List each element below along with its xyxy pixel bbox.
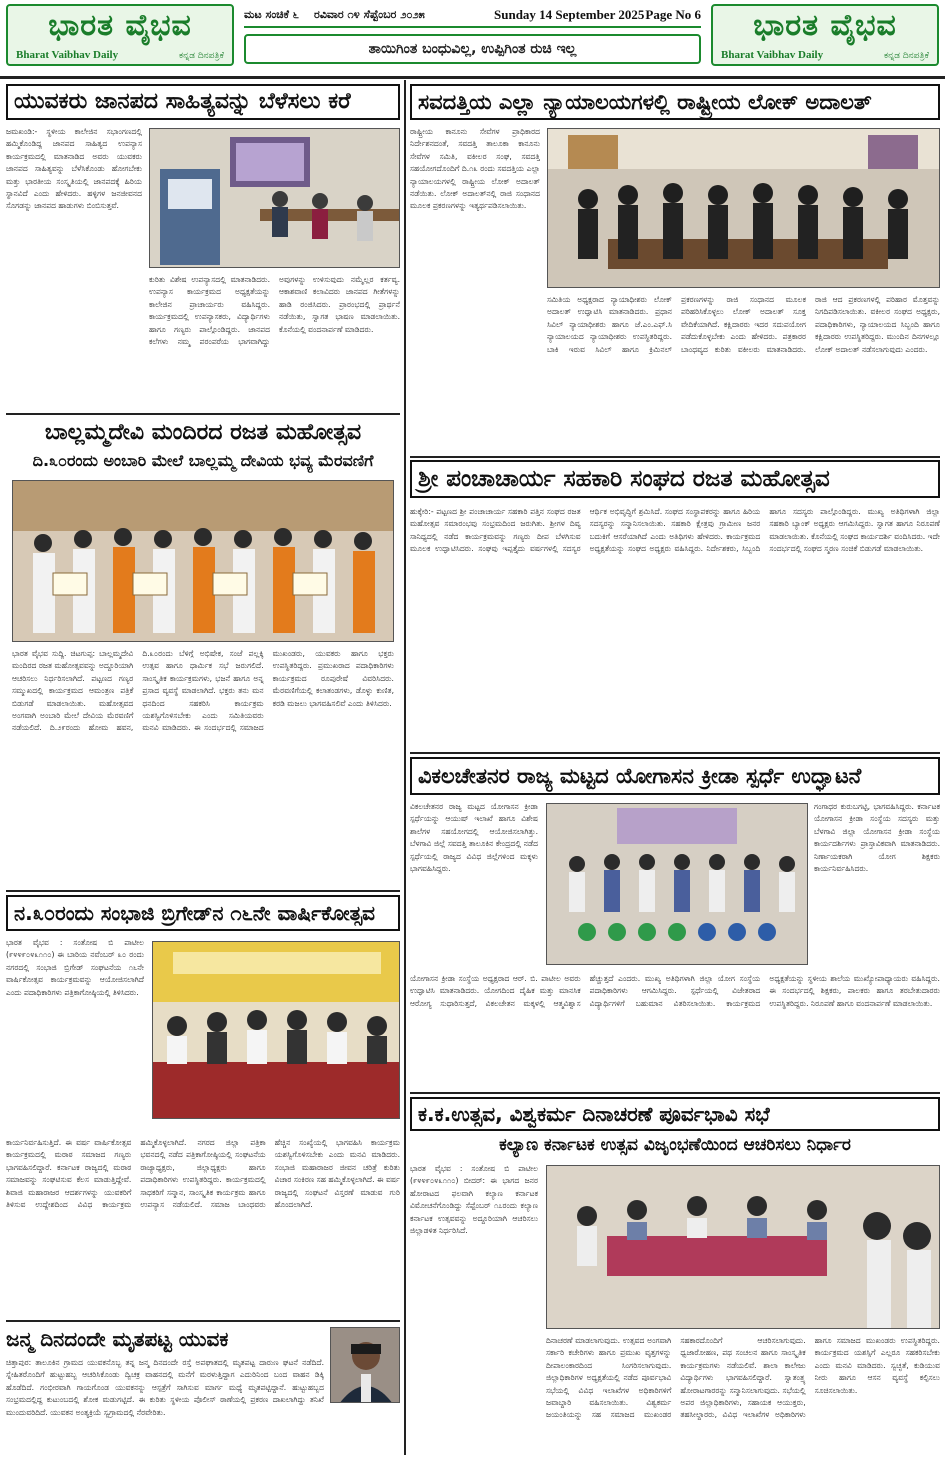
logo-kannada: ಭಾರತ ವೈಭವ [753, 8, 897, 43]
page-number: Page No 6 [645, 7, 701, 22]
story-headline: ಜನ್ಮ ದಿನದಂದೇ ಮೃತಪಟ್ಟ ಯುವಕ [6, 1327, 229, 1351]
column-divider [404, 80, 406, 1455]
story-body: ಸಮಿತಿಯ ಅಧ್ಯಕ್ಷರಾದ ನ್ಯಾಯಾಧೀಶರು ಲೋಕ್ ಅದಾಲತ್ ಉದ್ಘಾಟಿಸಿ ಮಾತನಾಡಿದರು. ಪ್ರಧಾನ ಸಿವಿಲ್ ನ್ಯಾಯಾಧೀಶರು ಹಾಗೂ ಜೆ.ಎಂ.ಎಫ್.ಸಿ ನ್ಯಾಯಾಲಯದ ನ್ಯಾಯಾಧೀಶರು ಉಪಸ್ಥಿತರಿದ್ದರು. ಬಾಕಿ ಇರುವ ಸಿವಿಲ್ ಹಾಗೂ ಕ್ರಿಮಿನಲ್ ಪ್ರಕರಣಗಳನ್ನು ರಾಜಿ ಸಂಧಾನದ ಮೂಲಕ ಪರಿಹರಿಸಿಕೊಳ್ಳಲು ಲೋಕ್ ಅದಾಲತ್ ಸೂಕ್ತ ವೇದಿಕೆಯಾಗಿದೆ. ಕಕ್ಷಿದಾರರು ಇದರ ಸದುಪಯೋಗ ಪಡೆದುಕೊಳ್ಳಬೇಕು ಎಂದು ಹೇಳಿದರು. ಪತ್ರಕಾರರ ಬಾಂಧವ್ಯದ ಕುರಿತು ವಕೀಲರು ಮಾತನಾಡಿದರು. ರಾಜಿ ಆದ ಪ್ರಕರಣಗಳಲ್ಲಿ ಪರಿಹಾರ ಮೊತ್ತವನ್ನು ನಿಗದಿಪಡಿಸಲಾಯಿತು. ವಕೀಲರ ಸಂಘದ ಅಧ್ಯಕ್ಷರು, ಪದಾಧಿಕಾರಿಗಳು, ನ್ಯಾಯಾಲಯದ ಸಿಬ್ಬಂದಿ ಹಾಗೂ ಕಕ್ಷಿದಾರರು ಉಪಸ್ಥಿತರಿದ್ದರು. ಮುಂದಿನ ದಿನಗಳಲ್ಲೂ ಲೋಕ್ ಅದಾಲತ್ ನಡೆಸಲಾಗುವುದು ಎಂದರು. [547, 295, 940, 354]
victim-portrait-photo [330, 1327, 400, 1403]
story-photo [546, 1165, 940, 1329]
date-english: Sunday 14 September 2025 [494, 7, 645, 22]
story-body: ಯೋಗಾಸನ ಕ್ರೀಡಾ ಸಂಸ್ಥೆಯ ಅಧ್ಯಕ್ಷರಾದ ಆರ್. ಬಿ. ಪಾಟೀಲ ಅವರು ಉದ್ಘಾಟಿಸಿ ಮಾತನಾಡಿದರು. ಯೋಗದಿಂದ ದೈಹಿಕ ಮತ್ತು ಮಾನಸಿಕ ಆರೋಗ್ಯ ಸುಧಾರಿಸುತ್ತದೆ, ವಿಕಲಚೇತನ ಮಕ್ಕಳಲ್ಲಿ ಆತ್ಮವಿಶ್ವಾಸ ಹೆಚ್ಚುತ್ತದೆ ಎಂದರು. ಮುಖ್ಯ ಅತಿಥಿಗಳಾಗಿ ಜಿಲ್ಲಾ ಯೋಗ ಸಂಸ್ಥೆಯ ಪದಾಧಿಕಾರಿಗಳು ಆಗಮಿಸಿದ್ದರು. ಸ್ಪರ್ಧೆಯಲ್ಲಿ ವಿಜೇತರಾದ ವಿದ್ಯಾರ್ಥಿಗಳಿಗೆ ಬಹುಮಾನ ವಿತರಿಸಲಾಯಿತು. ಕಾರ್ಯಕ್ರಮದ ಅಧ್ಯಕ್ಷತೆಯನ್ನು ಸ್ಥಳೀಯ ಶಾಲೆಯ ಮುಖ್ಯೋಪಾಧ್ಯಾಯರು ವಹಿಸಿದ್ದರು. ಈ ಸಂದರ್ಭದಲ್ಲಿ ಶಿಕ್ಷಕರು, ಪಾಲಕರು ಹಾಗೂ ತರಬೇತುದಾರರು ಉಪಸ್ಥಿತರಿದ್ದರು. ನಿರೂಪಣೆ ಹಾಗೂ ವಂದನಾರ್ಪಣೆ ಮಾಡಲಾಯಿತು. [410, 974, 940, 1008]
story-headline: ಸವದತ್ತಿಯ ಎಲ್ಲಾ ನ್ಯಾಯಾಲಯಗಳಲ್ಲಿ ರಾಷ್ಟ್ರೀಯ ಲೋಕ್ ಅದಾಲತ್ [410, 84, 940, 120]
story-headline: ಕ.ಕ.ಉತ್ಸವ, ವಿಶ್ವಕರ್ಮ ದಿನಾಚರಣೆ ಪೂರ್ವಭಾವಿ ಸಭೆ [410, 1097, 940, 1131]
story-body: ಭಾರತ ವೈಭವ ಸುದ್ದಿ. ಚಿಟಗುಪ್ಪ: ಬಾಲ್ಲಮ್ಮದೇವಿ ಮಂದಿರದ ರಜತ ಮಹೋತ್ಸವವನ್ನು ಅದ್ದೂರಿಯಾಗಿ ಆಚರಿಸಲು ನಿರ್ಧರಿಸಲಾಗಿದೆ. ಪಟ್ಟಣದ ಗಣ್ಯರ ಸಮ್ಮುಖದಲ್ಲಿ ಕಾರ್ಯಕ್ರಮದ ಆಮಂತ್ರಣ ಪತ್ರಿಕೆ ಬಿಡುಗಡೆ ಮಾಡಲಾಯಿತು. ಮಹೋತ್ಸವದ ಅಂಗವಾಗಿ ಅಂಬಾರಿ ಮೇಲೆ ದೇವಿಯ ಮೆರವಣಿಗೆ ನಡೆಯಲಿದೆ. ದಿ.೨೯ರಂದು ಹೋಮ ಹವನ, ದಿ.೩೦ರಂದು ಬೆಳಿಗ್ಗೆ ಅಭಿಷೇಕ, ಸಂಜೆ ಪಲ್ಲಕ್ಕಿ ಉತ್ಸವ ಹಾಗೂ ಧಾರ್ಮಿಕ ಸಭೆ ಜರುಗಲಿದೆ. ಸಾಂಸ್ಕೃತಿಕ ಕಾರ್ಯಕ್ರಮಗಳು, ಭಜನೆ ಹಾಗೂ ಅನ್ನ ಪ್ರಸಾದ ವ್ಯವಸ್ಥೆ ಮಾಡಲಾಗಿದೆ. ಭಕ್ತರು ತನು ಮನ ಧನದಿಂದ ಸಹಕರಿಸಿ ಕಾರ್ಯಕ್ರಮ ಯಶಸ್ವಿಗೊಳಿಸಬೇಕು ಎಂದು ಸಮಿತಿಯವರು ಮನವಿ ಮಾಡಿದರು. ಈ ಸಂದರ್ಭದಲ್ಲಿ ಸಮಾಜದ ಮುಖಂಡರು, ಯುವಕರು ಹಾಗೂ ಭಕ್ತರು ಉಪಸ್ಥಿತರಿದ್ದರು. ಪ್ರಮುಖರಾದ ಪದಾಧಿಕಾರಿಗಳು ಕಾರ್ಯಕ್ರಮದ ರೂಪುರೇಷೆ ವಿವರಿಸಿದರು. ಮೆರವಣಿಗೆಯಲ್ಲಿ ಕಲಾತಂಡಗಳು, ಡೊಳ್ಳು ಕುಣಿತ, ಕರಡಿ ಮಜಲು ಭಾಗವಹಿಸಲಿವೆ ಎಂದು ತಿಳಿಸಿದರು. [12, 649, 394, 733]
story-body: ಕುರಿತು ವಿಶೇಷ ಉಪನ್ಯಾಸದಲ್ಲಿ ಮಾತನಾಡಿದರು. ಉಪನ್ಯಾಸ ಕಾರ್ಯಕ್ರಮದ ಅಧ್ಯಕ್ಷತೆಯನ್ನು ಕಾಲೇಜಿನ ಪ್ರಾಚಾರ್ಯರು ವಹಿಸಿದ್ದರು. ಕಾರ್ಯಕ್ರಮದಲ್ಲಿ ಉಪನ್ಯಾಸಕರು, ವಿದ್ಯಾರ್ಥಿಗಳು ಹಾಗೂ ಗಣ್ಯರು ಪಾಲ್ಗೊಂಡಿದ್ದರು. ಜಾನಪದ ಕಲೆಗಳು ನಮ್ಮ ಪರಂಪರೆಯ ಭಾಗವಾಗಿದ್ದು ಅವುಗಳನ್ನು ಉಳಿಸುವುದು ನಮ್ಮೆಲ್ಲರ ಕರ್ತವ್ಯ. ಆಕಾಶವಾಣಿ ಕಲಾವಿದರು ಜಾನಪದ ಗೀತೆಗಳನ್ನು ಹಾಡಿ ರಂಜಿಸಿದರು. ಪ್ರಾರಂಭದಲ್ಲಿ ಪ್ರಾರ್ಥನೆ ನಡೆಯಿತು, ಸ್ವಾಗತ ಭಾಷಣ ಮಾಡಲಾಯಿತು. ಕೊನೆಯಲ್ಲಿ ವಂದನಾರ್ಪಣೆ ಮಾಡಿದರು. [149, 275, 400, 347]
story-subhead: ದಿ.೩೦ರಂದು ಅಂಬಾರಿ ಮೇಲೆ ಬಾಲ್ಲಮ್ಮ ದೇವಿಯ ಭವ್ಯ ಮೆರವಣಿಗೆ [32, 451, 374, 470]
story-headline: ವಿಕಲಚೇತನರ ರಾಜ್ಯ ಮಟ್ಟದ ಯೋಗಾಸನ ಕ್ರೀಡಾ ಸ್ಪರ್ಧೆ ಉದ್ಘಾಟನೆ [410, 757, 940, 795]
story-headline: ನ.೩೦ರಂದು ಸಂಭಾಜಿ ಬ್ರಿಗೇಡ್‌ನ ೧೬ನೇ ವಾರ್ಷಿಕೋತ್ಸವ [6, 895, 400, 931]
logo-tagline: ಕನ್ನಡ ದಿನಪತ್ರಿಕೆ [883, 51, 929, 61]
story-body: ಕಾರ್ಯನಿರ್ವಹಿಸುತ್ತಿದೆ. ಈ ವರ್ಷ ವಾರ್ಷಿಕೋತ್ಸವ ಕಾರ್ಯಕ್ರಮದಲ್ಲಿ ಮರಾಠ ಸಮಾಜದ ಗಣ್ಯರು ಭಾಗವಹಿಸಲಿದ್ದಾರೆ. ಕರ್ನಾಟಕ ರಾಜ್ಯದಲ್ಲಿ ಮರಾಠ ಸಮಾಜವನ್ನು ಸಂಘಟಿಸುವ ಕೆಲಸ ಮಾಡುತ್ತಿದ್ದೇವೆ. ಶಿವಾಜಿ ಮಹಾರಾಜರ ಆದರ್ಶಗಳನ್ನು ಯುವಕರಿಗೆ ತಿಳಿಸುವ ಉದ್ದೇಶದಿಂದ ವಿವಿಧ ಕಾರ್ಯಕ್ರಮ ಹಮ್ಮಿಕೊಳ್ಳಲಾಗಿದೆ. ನಗರದ ಜಿಲ್ಲಾ ಪತ್ರಿಕಾ ಭವನದಲ್ಲಿ ನಡೆದ ಪತ್ರಿಕಾಗೋಷ್ಠಿಯಲ್ಲಿ ಸಂಘಟನೆಯ ರಾಜ್ಯಾಧ್ಯಕ್ಷರು, ಜಿಲ್ಲಾಧ್ಯಕ್ಷರು ಹಾಗೂ ಪದಾಧಿಕಾರಿಗಳು ಉಪಸ್ಥಿತರಿದ್ದರು. ಕಾರ್ಯಕ್ರಮದಲ್ಲಿ ಸಾಧಕರಿಗೆ ಸನ್ಮಾನ, ಸಾಂಸ್ಕೃತಿಕ ಕಾರ್ಯಕ್ರಮ ಹಾಗೂ ಉಪನ್ಯಾಸ ನಡೆಯಲಿದೆ. ಸಮಾಜ ಬಾಂಧವರು ಹೆಚ್ಚಿನ ಸಂಖ್ಯೆಯಲ್ಲಿ ಭಾಗವಹಿಸಿ ಕಾರ್ಯಕ್ರಮ ಯಶಸ್ವಿಗೊಳಿಸಬೇಕು ಎಂದು ಮನವಿ ಮಾಡಿದರು. ಸಂಭಾಜಿ ಮಹಾರಾಜರ ಜೀವನ ಚರಿತ್ರೆ ಕುರಿತು ವಿಚಾರ ಸಂಕಿರಣ ಸಹ ಹಮ್ಮಿಕೊಳ್ಳಲಾಗಿದೆ. ಈ ವರ್ಷ ರಾಜ್ಯದಲ್ಲಿ ಸಂಘಟನೆ ವಿಸ್ತರಣೆ ಮಾಡುವ ಗುರಿ ಹೊಂದಲಾಗಿದೆ. [6, 1138, 400, 1210]
section-divider [410, 752, 940, 754]
story-photo [547, 128, 940, 288]
masthead-motto: ತಾಯಿಗಿಂತ ಬಂಧುವಿಲ್ಲ, ಉಪ್ಪಿಗಿಂತ ರುಚಿ ಇಲ್ಲ [244, 34, 701, 64]
lecture-hall-photo-graphic [150, 129, 400, 268]
section-divider [410, 1092, 940, 1094]
invitation-release-photo-graphic [13, 481, 394, 642]
logo-english: Bharat Vaibhav Daily [16, 49, 119, 61]
story-intro: ಜಮಖಂಡಿ:- ಸ್ಥಳೀಯ ಕಾಲೇಜಿನ ಸಭಾಂಗಣದಲ್ಲಿ ಹಮ್ಮಿಕೊಂಡಿದ್ದ ಜಾನಪದ ಸಾಹಿತ್ಯದ ಉಪನ್ಯಾಸ ಕಾರ್ಯಕ್ರಮದಲ್ಲಿ ಮಾತನಾಡಿದ ಅವರು ಯುವಕರು ಜಾನಪದ ಸಾಹಿತ್ಯವನ್ನು ಬೆಳೆಸಿಕೊಂಡು ಹೋಗಬೇಕು ಮತ್ತು ಭಾರತೀಯ ಸಂಸ್ಕೃತಿಯಲ್ಲಿ ಜಾನಪದಕ್ಕೆ ಹಿರಿಯ ಸ್ಥಾನವಿದೆ ಎಂದು ಹೇಳಿದರು. ಹಳ್ಳಿಗಳ ಜನಜೀವನದ ಸೊಗಡನ್ನು ಜಾನಪದ ಹಾಡುಗಳು ಬಿಂಬಿಸುತ್ತವೆ. [6, 127, 142, 211]
story-sambhaji-brigade [6, 895, 400, 1317]
story-yoga-competition [410, 757, 940, 1089]
section-divider [6, 1320, 400, 1322]
masthead-logo-right [711, 4, 939, 66]
story-intro: ಭಾರತ ವೈಭವ : ಸಂತೋಷ ಬಿ ಪಾಟೀಲ (೯೪೪೯೦೪೩೧೧೦) ಬೀದರ್: ಈ ಭಾಗದ ಜನರ ಹೋರಾಟದ ಫಲವಾಗಿ ಕಲ್ಯಾಣ ಕರ್ನಾಟಕ ವಿಮೋಚನೆಗೊಂಡಿದ್ದು ಸೆಪ್ಟೆಂಬರ್ ೧೭ರಂದು ಕಲ್ಯಾಣ ಕರ್ನಾಟಕ ಉತ್ಸವವನ್ನು ಅದ್ದೂರಿಯಾಗಿ ಆಚರಿಸಲು ಜಿಲ್ಲಾಡಳಿತ ನಿರ್ಧರಿಸಿದೆ. [410, 1164, 538, 1236]
logo-tagline: ಕನ್ನಡ ದಿನಪತ್ರಿಕೆ [178, 51, 224, 61]
press-meet-photo-graphic [153, 942, 400, 1119]
story-sidebar-text: ಗಂಗಾಧರ ಕುರುಬಗಟ್ಟಿ, ಭಾಗವಹಿಸಿದ್ದರು. ಕರ್ನಾಟಕ ಯೋಗಾಸನ ಕ್ರೀಡಾ ಸಂಸ್ಥೆಯ ಸದಸ್ಯರು ಮತ್ತು ಬೆಳಗಾವಿ ಜಿಲ್ಲಾ ಯೋಗಾಸನ ಕ್ರೀಡಾ ಸಂಸ್ಥೆಯ ಕಾರ್ಯದರ್ಶಿಗಳು ಪ್ರಾಸ್ತಾವಿಕವಾಗಿ ಮಾತನಾಡಿದರು. ನಿರ್ಣಾಯಕರಾಗಿ ಯೋಗ ಶಿಕ್ಷಕರು ಕಾರ್ಯನಿರ್ವಹಿಸಿದರು. [814, 802, 940, 874]
story-subhead: ಕಲ್ಯಾಣ ಕರ್ನಾಟಕ ಉತ್ಸವ ವಿಜೃಂಭಣೆಯಿಂದ ಆಚರಿಸಲು ನಿರ್ಧಾರ [499, 1135, 851, 1155]
story-lok-adalat [410, 84, 940, 453]
logo-kannada: ಭಾರತ ವೈಭವ [48, 8, 192, 43]
section-divider [6, 890, 400, 892]
story-headline: ಬಾಲ್ಲಮ್ಮದೇವಿ ಮಂದಿರದ ರಜತ ಮಹೋತ್ಸವ [44, 420, 362, 445]
story-panchacharya-society [410, 460, 940, 749]
story-body: ಚಿತ್ತಾಪುರ: ತಾಲೂಕಿನ ಗ್ರಾಮದ ಯುವಕನೊಬ್ಬ ತನ್ನ ಜನ್ಮ ದಿನದಂದೇ ರಸ್ತೆ ಅಪಘಾತದಲ್ಲಿ ಮೃತಪಟ್ಟ ದಾರುಣ ಘಟನೆ ನಡೆದಿದೆ. ಸ್ನೇಹಿತರೊಂದಿಗೆ ಹುಟ್ಟುಹಬ್ಬ ಆಚರಿಸಿಕೊಂಡು ದ್ವಿಚಕ್ರ ವಾಹನದಲ್ಲಿ ಮನೆಗೆ ಮರಳುತ್ತಿದ್ದಾಗ ಎದುರಿನಿಂದ ಬಂದ ವಾಹನ ಡಿಕ್ಕಿ ಹೊಡೆದಿದೆ. ಗಂಭೀರವಾಗಿ ಗಾಯಗೊಂಡ ಯುವಕನನ್ನು ಆಸ್ಪತ್ರೆಗೆ ಸಾಗಿಸುವ ಮಾರ್ಗ ಮಧ್ಯೆ ಮೃತಪಟ್ಟಿದ್ದಾನೆ. ಹುಟ್ಟುಹಬ್ಬದ ಸಂಭ್ರಮದಲ್ಲಿದ್ದ ಕುಟುಂಬದಲ್ಲಿ ಶೋಕ ಮಡುಗಟ್ಟಿದೆ. ಈ ಕುರಿತು ಸ್ಥಳೀಯ ಪೊಲೀಸ್ ಠಾಣೆಯಲ್ಲಿ ಪ್ರಕರಣ ದಾಖಲಾಗಿದ್ದು ತನಿಖೆ ಮುಂದುವರಿದಿದೆ. ಯುವಕನ ಅಂತ್ಯಕ್ರಿಯೆ ಸ್ವಗ್ರಾಮದಲ್ಲಿ ನೆರವೇರಿತು. [6, 1358, 324, 1417]
story-headline: ಶ್ರೀ ಪಂಚಾಚಾರ್ಯ ಸಹಕಾರಿ ಸಂಘದ ರಜತ ಮಹೋತ್ಸವ [410, 460, 940, 498]
section-divider [6, 413, 400, 415]
issue-number: ಮಟ ಸಂಚಿಕೆ ೬ [244, 8, 299, 21]
portrait-photo-graphic [331, 1328, 400, 1403]
masthead-logo-left [6, 4, 234, 66]
story-photo [152, 941, 400, 1119]
story-ballammadevi-temple [6, 418, 400, 887]
story-headline: ಯುವಕರು ಜಾನಪದ ಸಾಹಿತ್ಯವನ್ನು ಬೆಳೆಸಲು ಕರೆ [6, 84, 400, 120]
story-photo [546, 803, 808, 965]
court-group-photo-graphic [548, 129, 940, 288]
masthead [0, 0, 945, 74]
story-folk-literature [6, 84, 400, 410]
story-intro: ವಿಕಲಚೇತನರ ರಾಜ್ಯ ಮಟ್ಟದ ಯೋಗಾಸನ ಕ್ರೀಡಾ ಸ್ಪರ್ಧೆಯನ್ನು ಆಯುಷ್ ಇಲಾಖೆ ಹಾಗೂ ವಿಶೇಷ ಶಾಲೆಗಳ ಸಹಯೋಗದಲ್ಲಿ ಆಯೋಜಿಸಲಾಗಿತ್ತು. ಬೆಳಗಾವಿ ಜಿಲ್ಲೆ ಸವದತ್ತಿ ತಾಲೂಕಿನ ಕೇಂದ್ರದಲ್ಲಿ ನಡೆದ ಸ್ಪರ್ಧೆಯಲ್ಲಿ ರಾಜ್ಯದ ವಿವಿಧ ಜಿಲ್ಲೆಗಳಿಂದ ಮಕ್ಕಳು ಭಾಗವಹಿಸಿದ್ದರು. [410, 802, 538, 874]
meeting-hall-photo-graphic [547, 1166, 940, 1329]
story-kalyana-karnataka [410, 1097, 940, 1455]
story-youth-died-birthday [6, 1325, 400, 1455]
story-intro: ಭಾರತ ವೈಭವ : ಸಂತೋಷ ಬಿ ಪಾಟೀಲ (೯೪೪೯೦೪೩೧೧೦) ಈ ಬಾರಿಯ ನವೆಂಬರ್ ೩೦ ರಂದು ನಗರದಲ್ಲಿ ಸಂಭಾಜಿ ಬ್ರಿಗೇಡ್ ಸಂಘಟನೆಯ ೧೬ನೇ ವಾರ್ಷಿಕೋತ್ಸವ ಕಾರ್ಯಕ್ರಮವನ್ನು ಆಯೋಜಿಸಲಾಗಿದೆ ಎಂದು ಪದಾಧಿಕಾರಿಗಳು ಪತ್ರಿಕಾಗೋಷ್ಠಿಯಲ್ಲಿ ತಿಳಿಸಿದರು. [6, 938, 144, 997]
issue-meta-row [244, 4, 701, 28]
logo-english: Bharat Vaibhav Daily [721, 49, 824, 61]
date-kannada: ರವಿವಾರ ೧೪ ಸೆಪ್ಟೆಂಬರ ೨೦೨೫ [314, 8, 425, 21]
masthead-divider [0, 76, 945, 79]
story-photo [12, 480, 394, 642]
story-intro: ರಾಷ್ಟ್ರೀಯ ಕಾನೂನು ಸೇವೆಗಳ ಪ್ರಾಧಿಕಾರದ ನಿರ್ದೇಶನದಂತೆ, ಸವದತ್ತಿ ತಾಲೂಕಾ ಕಾನೂನು ಸೇವೆಗಳ ಸಮಿತಿ, ವಕೀಲರ ಸಂಘ, ಸವದತ್ತಿ ಸಹಯೋಗದೊಂದಿಗೆ ದಿ.೧೩ ರಂದು ಸವದತ್ತಿಯ ಎಲ್ಲಾ ನ್ಯಾಯಾಲಯಗಳಲ್ಲಿ ರಾಷ್ಟ್ರೀಯ ಲೋಕ್ ಅದಾಲತ್ ನಡೆಯಿತು. ಲೋಕ್ ಅದಾಲತ್‌ನಲ್ಲಿ ರಾಜಿ ಸಂಧಾನದ ಮೂಲಕ ಪ್ರಕರಣಗಳನ್ನು ಇತ್ಯರ್ಥಪಡಿಸಲಾಯಿತು. [410, 127, 540, 211]
story-body: ಹುಕ್ಕೇರಿ:- ಪಟ್ಟಣದ ಶ್ರೀ ಪಂಚಾಚಾರ್ಯ ಸಹಕಾರಿ ಪತ್ತಿನ ಸಂಘದ ರಜತ ಮಹೋತ್ಸವ ಸಮಾರಂಭವು ಸಂಭ್ರಮದಿಂದ ಜರುಗಿತು. ಶ್ರೀಗಳ ದಿವ್ಯ ಸಾನಿಧ್ಯದಲ್ಲಿ ನಡೆದ ಕಾರ್ಯಕ್ರಮವನ್ನು ಗಣ್ಯರು ದೀಪ ಬೆಳಗಿಸುವ ಮೂಲಕ ಉದ್ಘಾಟಿಸಿದರು. ಸಂಘವು ಇಪ್ಪತ್ತೈದು ವರ್ಷಗಳಲ್ಲಿ ಸದಸ್ಯರ ಆರ್ಥಿಕ ಅಭಿವೃದ್ಧಿಗೆ ಶ್ರಮಿಸಿದೆ. ಸಂಘದ ಸಂಸ್ಥಾಪಕರನ್ನು ಹಾಗೂ ಹಿರಿಯ ಸದಸ್ಯರನ್ನು ಸನ್ಮಾನಿಸಲಾಯಿತು. ಸಹಕಾರಿ ಕ್ಷೇತ್ರವು ಗ್ರಾಮೀಣ ಜನರ ಬದುಕಿಗೆ ಆಸರೆಯಾಗಿದೆ ಎಂದು ಅತಿಥಿಗಳು ಹೇಳಿದರು. ಕಾರ್ಯಕ್ರಮದ ಅಧ್ಯಕ್ಷತೆಯನ್ನು ಸಂಘದ ಅಧ್ಯಕ್ಷರು ವಹಿಸಿದ್ದರು. ನಿರ್ದೇಶಕರು, ಸಿಬ್ಬಂದಿ ಹಾಗೂ ಸದಸ್ಯರು ಪಾಲ್ಗೊಂಡಿದ್ದರು. ಮುಖ್ಯ ಅತಿಥಿಗಳಾಗಿ ಜಿಲ್ಲಾ ಸಹಕಾರಿ ಬ್ಯಾಂಕ್ ಅಧ್ಯಕ್ಷರು ಆಗಮಿಸಿದ್ದರು. ಸ್ವಾಗತ ಹಾಗೂ ನಿರೂಪಣೆ ಮಾಡಲಾಯಿತು. ಕೊನೆಯಲ್ಲಿ ಸಂಘದ ಕಾರ್ಯದರ್ಶಿ ವಂದಿಸಿದರು. ಇದೇ ಸಂದರ್ಭದಲ್ಲಿ ಸಂಘದ ಸ್ಮರಣ ಸಂಚಿಕೆ ಬಿಡುಗಡೆ ಮಾಡಲಾಯಿತು. [410, 507, 940, 554]
yoga-group-photo-graphic [547, 804, 808, 965]
section-divider [410, 456, 940, 458]
story-photo [149, 128, 400, 268]
story-body: ದಿನಾಚರಣೆ ಮಾಡಲಾಗುವುದು. ಉತ್ಸವದ ಅಂಗವಾಗಿ ಸರ್ಕಾರಿ ಕಚೇರಿಗಳು ಹಾಗೂ ಪ್ರಮುಖ ವೃತ್ತಗಳನ್ನು ದೀಪಾಲಂಕಾರದಿಂದ ಸಿಂಗರಿಸಲಾಗುವುದು. ಜಿಲ್ಲಾಧಿಕಾರಿಗಳ ಅಧ್ಯಕ್ಷತೆಯಲ್ಲಿ ನಡೆದ ಪೂರ್ವಭಾವಿ ಸಭೆಯಲ್ಲಿ ವಿವಿಧ ಇಲಾಖೆಗಳ ಅಧಿಕಾರಿಗಳಿಗೆ ಜವಾಬ್ದಾರಿ ವಹಿಸಲಾಯಿತು. ವಿಶ್ವಕರ್ಮ ಜಯಂತಿಯನ್ನು ಸಹ ಸಮಾಜದ ಮುಖಂಡರ ಸಹಕಾರದೊಂದಿಗೆ ಆಚರಿಸಲಾಗುವುದು. ಧ್ವಜಾರೋಹಣ, ಪಥ ಸಂಚಲನ ಹಾಗೂ ಸಾಂಸ್ಕೃತಿಕ ಕಾರ್ಯಕ್ರಮಗಳು ನಡೆಯಲಿವೆ. ಶಾಲಾ ಕಾಲೇಜು ವಿದ್ಯಾರ್ಥಿಗಳು ಭಾಗವಹಿಸಲಿದ್ದಾರೆ. ಸ್ವಾತಂತ್ರ್ಯ ಹೋರಾಟಗಾರರನ್ನು ಸನ್ಮಾನಿಸಲಾಗುವುದು. ಸಭೆಯಲ್ಲಿ ಅಪರ ಜಿಲ್ಲಾಧಿಕಾರಿಗಳು, ಸಹಾಯಕ ಆಯುಕ್ತರು, ತಹಸೀಲ್ದಾರರು, ವಿವಿಧ ಇಲಾಖೆಗಳ ಅಧಿಕಾರಿಗಳು ಹಾಗೂ ಸಮಾಜದ ಮುಖಂಡರು ಉಪಸ್ಥಿತರಿದ್ದರು. ಕಾರ್ಯಕ್ರಮದ ಯಶಸ್ಸಿಗೆ ಎಲ್ಲರೂ ಸಹಕರಿಸಬೇಕು ಎಂದು ಮನವಿ ಮಾಡಿದರು. ಸ್ವಚ್ಛತೆ, ಕುಡಿಯುವ ನೀರು ಹಾಗೂ ಆಸನ ವ್ಯವಸ್ಥೆ ಕಲ್ಪಿಸಲು ಸೂಚಿಸಲಾಯಿತು. [546, 1336, 940, 1420]
